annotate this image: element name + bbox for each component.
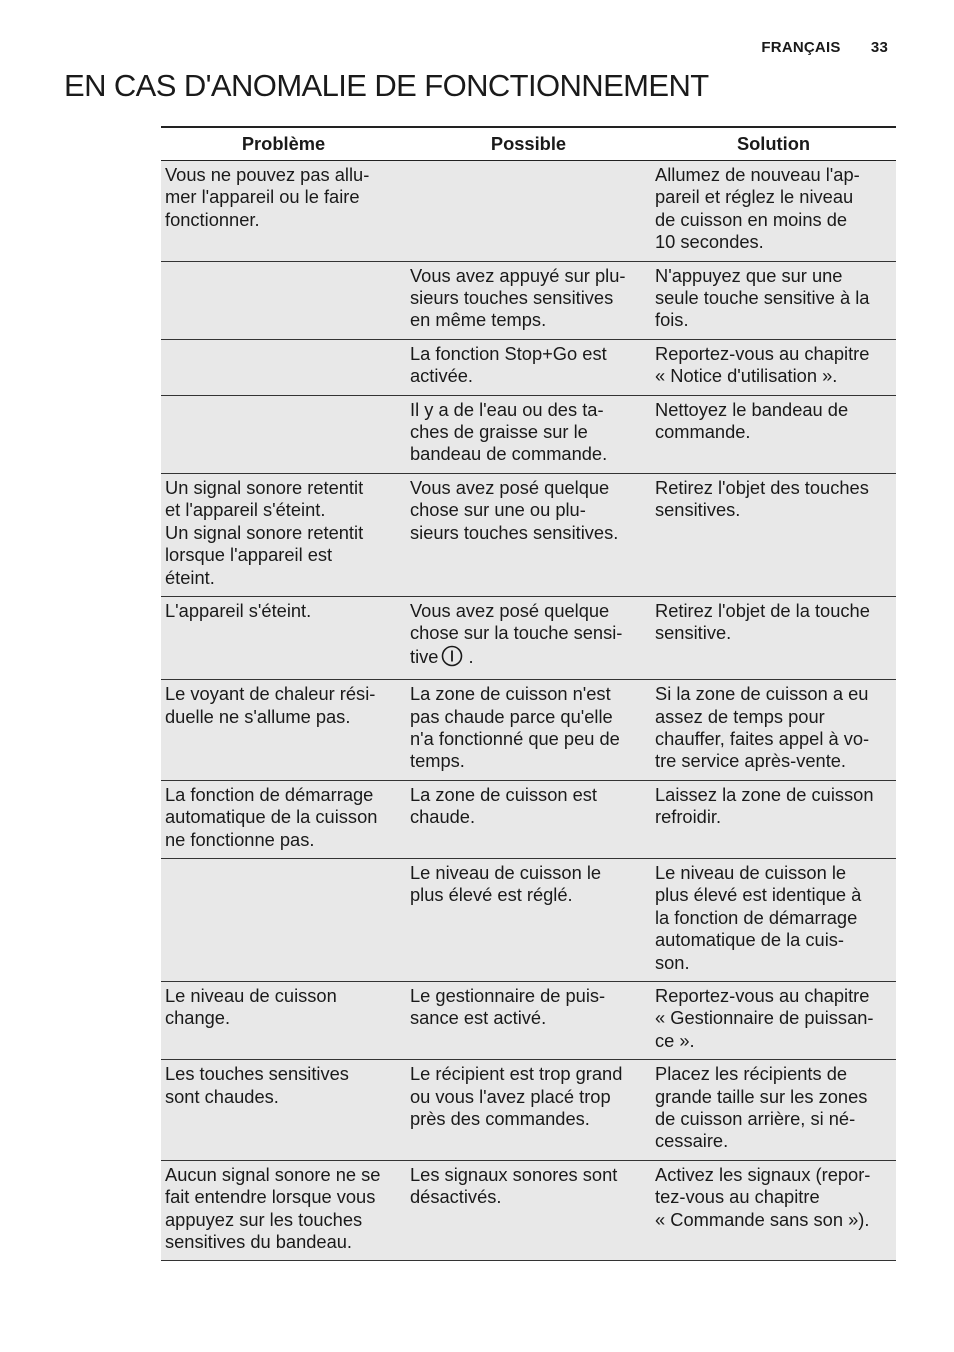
cell-solution: Si la zone de cuisson a eu assez de temps pour chauffer, faites appel à vo- tre service après-vente.	[651, 680, 896, 781]
column-header-possible: Possible	[406, 127, 651, 161]
table-row	[161, 1060, 896, 1161]
cell-problem: L'appareil s'éteint.	[161, 596, 406, 679]
cell-problem: Un signal sonore retentit et l'appareil s'éteint. Un signal sonore retentit lorsque l'appareil est éteint.	[161, 473, 406, 596]
cell-problem	[161, 261, 406, 339]
cell-possible: Le récipient est trop grand ou vous l'avez placé trop près des commandes.	[406, 1060, 651, 1161]
table-row	[161, 161, 896, 262]
cell-solution: Nettoyez le bandeau de commande.	[651, 395, 896, 473]
cell-problem: La fonction de démarrage automatique de la cuisson ne fonctionne pas.	[161, 780, 406, 858]
cell-solution: Reportez-vous au chapitre « Gestionnaire de puissan- ce ».	[651, 982, 896, 1060]
table-row	[161, 473, 896, 596]
cell-solution: Retirez l'objet des touches sensitives.	[651, 473, 896, 596]
cell-solution: Allumez de nouveau l'ap- pareil et réglez le niveau de cuisson en moins de 10 secondes.	[651, 161, 896, 262]
page-number: 33	[870, 39, 888, 56]
cell-possible: Il y a de l'eau ou des ta- ches de graisse sur le bandeau de commande.	[406, 395, 651, 473]
table-row	[161, 1160, 896, 1261]
cell-possible: La zone de cuisson est chaude.	[406, 780, 651, 858]
cell-solution: Retirez l'objet de la touche sensitive.	[651, 596, 896, 679]
cell-possible-text: Vous avez posé quelque chose sur la touche sensi- tive	[410, 599, 623, 667]
cell-possible	[406, 161, 651, 262]
cell-solution: Placez les récipients de grande taille sur les zones de cuisson arrière, si né- cessaire.	[651, 1060, 896, 1161]
cell-problem: Vous ne pouvez pas allu- mer l'appareil ou le faire fonctionner.	[161, 161, 406, 262]
table-row	[161, 680, 896, 781]
troubleshooting-table	[161, 126, 896, 1261]
cell-possible: La zone de cuisson n'est pas chaude parce qu'elle n'a fonctionné que peu de temps.	[406, 680, 651, 781]
cell-problem	[161, 395, 406, 473]
cell-possible	[406, 596, 651, 679]
cell-problem: Aucun signal sonore ne se fait entendre lorsque vous appuyez sur les touches sensitives du bandeau.	[161, 1160, 406, 1261]
cell-possible: Vous avez posé quelque chose sur une ou plu- sieurs touches sensitives.	[406, 473, 651, 596]
on-off-icon	[441, 645, 463, 672]
cell-solution: Laissez la zone de cuisson refroidir.	[651, 780, 896, 858]
table-row	[161, 780, 896, 858]
table-row	[161, 395, 896, 473]
cell-possible: Les signaux sonores sont désactivés.	[406, 1160, 651, 1261]
cell-solution: Reportez-vous au chapitre « Notice d'utilisation ».	[651, 339, 896, 395]
cell-solution: Le niveau de cuisson le plus élevé est identique à la fonction de démarrage automatique de la cuis- son.	[651, 858, 896, 981]
column-header-problem: Problème	[161, 127, 406, 161]
table-row	[161, 339, 896, 395]
column-header-solution: Solution	[651, 127, 896, 161]
language-label: FRANÇAIS	[761, 39, 841, 56]
table-row	[161, 261, 896, 339]
table-row	[161, 596, 896, 679]
table-row	[161, 858, 896, 981]
cell-problem	[161, 858, 406, 981]
cell-solution: Activez les signaux (repor- tez-vous au chapitre « Commande sans son »).	[651, 1160, 896, 1261]
page-header	[761, 39, 888, 56]
cell-problem: Le niveau de cuisson change.	[161, 982, 406, 1060]
table-row	[161, 982, 896, 1060]
cell-possible: Le niveau de cuisson le plus élevé est réglé.	[406, 858, 651, 981]
table-header-row	[161, 127, 896, 161]
cell-problem: Le voyant de chaleur rési- duelle ne s'allume pas.	[161, 680, 406, 781]
cell-possible: Vous avez appuyé sur plu- sieurs touches sensitives en même temps.	[406, 261, 651, 339]
cell-solution: N'appuyez que sur une seule touche sensitive à la fois.	[651, 261, 896, 339]
cell-possible: La fonction Stop+Go est activée.	[406, 339, 651, 395]
cell-problem	[161, 339, 406, 395]
cell-possible: Le gestionnaire de puis- sance est activé.	[406, 982, 651, 1060]
cell-possible-suffix: .	[463, 645, 474, 667]
cell-problem: Les touches sensitives sont chaudes.	[161, 1060, 406, 1161]
page-title: EN CAS D'ANOMALIE DE FONCTIONNEMENT	[64, 68, 709, 103]
